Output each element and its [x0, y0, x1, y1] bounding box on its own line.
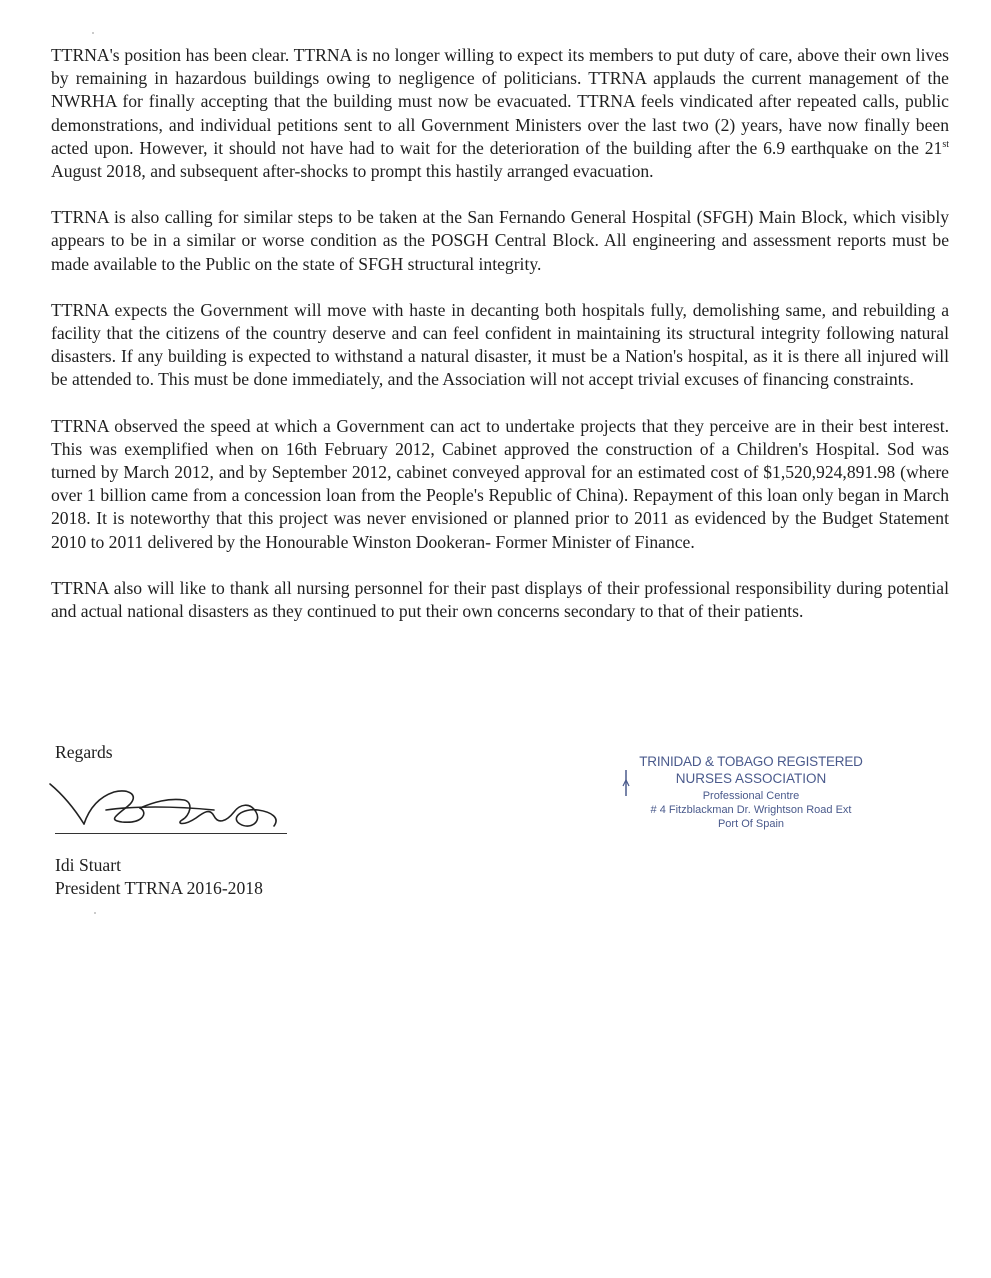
signature-line — [55, 833, 287, 834]
handwritten-signature — [44, 772, 294, 842]
paragraph-5: TTRNA also will like to thank all nursing personnel for their past displays of their professional responsibility during potential and actual national disasters as they continued to put their own concerns secondary to that of their patients. — [51, 577, 949, 622]
paragraph-3: TTRNA expects the Government will move with haste in decanting both hospitals fully, demolishing same, and rebuilding a facility that the citizens of the country deserve and can feel confident in maintaining its structural integrity following natural disasters. If any building is expected to withstand a natural disaster, it must be a Nation's hospital, as it is there all injured will be attended to. This must be done immediately, and the Association will not accept trivial excuses of financing constraints. — [51, 299, 949, 390]
paragraph-2: TTRNA is also calling for similar steps to be taken at the San Fernando General Hospital (SFGH) Main Block, which visibly appears to be in a similar or worse condition as the POSGH Central Block. All engineering and assessment reports must be made available to the Public on the state of SFGH structural integrity. — [51, 207, 949, 274]
stamp-line-building: Professional Centre — [702, 790, 800, 802]
paragraph-1-text: TTRNA's position has been clear. TTRNA is no longer willing to expect its members to put duty of care, above their own lives by remaining in hazardous buildings owing to negligence of politicians. TTRNA applauds the current management of the NWRHA for finally accepting that the building must now be evacuated. TTRNA feels vindicated after repeated calls, public demonstrations, and individual petitions sent to all Government Ministers over the last two (2) years, have now finally been acted upon. However, it should not have had to wait for the deterioration of the building after the 6.9 earthquake on the 21 — [51, 45, 949, 158]
paragraph-1 — [51, 44, 949, 183]
stamp-line-org: TRINIDAD & TOBAGO REGISTERED — [639, 754, 863, 769]
signer-block — [55, 854, 263, 900]
association-stamp — [616, 753, 886, 831]
scan-speck — [92, 32, 94, 34]
ordinal-suffix: st — [942, 138, 949, 150]
paragraph-1-end: August 2018, and subsequent after-shocks to prompt this hastily arranged evacuation. — [51, 161, 654, 182]
signer-name: Idi Stuart — [55, 855, 121, 875]
letter-body — [51, 44, 949, 646]
paragraph-4: TTRNA observed the speed at which a Government can act to undertake projects that they perceive are in their best interest. This was exemplified when on 16th February 2012, Cabinet approved the construction of a Children's Hospital. Sod was turned by March 2012, and by September 2012, cabinet conveyed approval for an estimated cost of $1,520,924,891.98 (where over 1 billion came from a concession loan from the People's Republic of China). Repayment of this loan only began in March 2018. It is noteworthy that this project was never envisioned or planned prior to 2011 as evidenced by the Budget Statement 2010 to 2011 delivered by the Honourable Winston Dookeran- Former Minister of Finance. — [51, 415, 949, 552]
salutation: Regards — [55, 742, 113, 762]
scan-speck — [94, 912, 96, 914]
stamp-line-org-2: NURSES ASSOCIATION — [675, 771, 827, 786]
signer-title: President TTRNA 2016-2018 — [55, 878, 263, 898]
stamp-line-city: Port Of Spain — [717, 818, 785, 830]
stamp-line-street: # 4 Fitzblackman Dr. Wrightson Road Ext — [650, 804, 852, 816]
